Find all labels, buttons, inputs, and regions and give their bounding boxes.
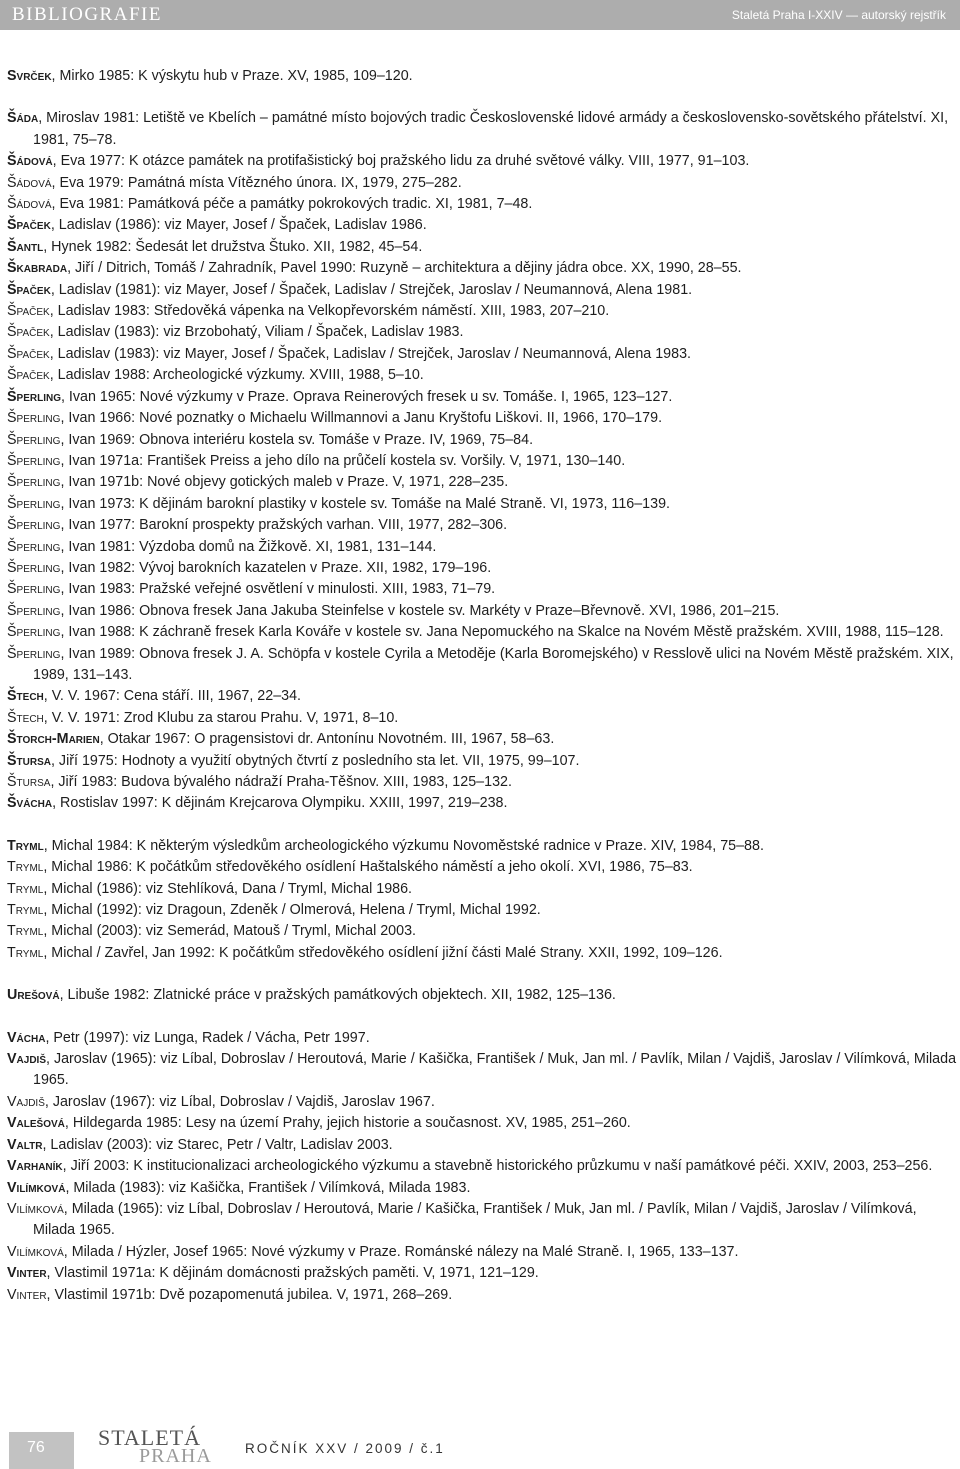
author-group	[7, 985, 960, 1006]
entry-text: , Ivan 1983: Pražské veřejné osvětlení v minulosti. XIII, 1983, 71–79.	[60, 581, 496, 598]
entry-text: , Jiří 1983: Budova bývalého nádraží Praha-Těšnov. XIII, 1983, 125–132.	[50, 774, 512, 790]
bibliography-entry	[7, 558, 960, 579]
entry-text: , Ivan 1989: Obnova fresek J. A. Schöpfa v kostele Cyrila a Metoděje (Karla Boromejského) v Resslově ulici na Novém Městě pražském. XIX, 1989, 131–143.	[33, 645, 954, 683]
bibliography-entry	[7, 301, 960, 322]
entry-author: Tryml	[7, 837, 44, 854]
entry-author: Štech	[7, 709, 44, 726]
entry-author: Švácha	[7, 795, 53, 812]
entry-author: Tryml	[7, 923, 44, 940]
bibliography-entry	[7, 751, 960, 772]
entry-author: Špaček	[7, 217, 51, 234]
bibliography-entry	[7, 921, 960, 942]
entry-author: Valešová	[7, 1115, 65, 1132]
entry-author: Šantl	[7, 238, 44, 255]
page-number: 76	[27, 1439, 45, 1456]
bibliography-entry	[7, 322, 960, 343]
section-label: BIBLIOGRAFIE	[12, 4, 162, 25]
bibliography-entry	[7, 772, 960, 793]
entry-author: Špaček	[7, 281, 51, 298]
entry-author: Vajdiš	[7, 1051, 46, 1068]
bibliography-entry	[7, 1156, 960, 1177]
entry-author: Šperling	[7, 452, 61, 469]
entry-author: Šperling	[7, 559, 61, 576]
entry-text: , Michal (2003): viz Semerád, Matouš / Tryml, Michal 2003.	[43, 923, 416, 940]
entry-author: Vinter	[7, 1286, 47, 1303]
entry-author: Šperling	[7, 410, 61, 427]
entry-text: , Ivan 1973: K dějinám barokní plastiky v kostele sv. Tomáše na Malé Straně. VI, 1973, 116–139.	[60, 495, 670, 512]
entry-author: Šperling	[7, 645, 61, 662]
entry-author: Špaček	[7, 324, 50, 341]
entry-author: Šperling	[7, 581, 61, 598]
bibliography-entry	[7, 644, 960, 687]
entry-text: , Ivan 1981: Výzdoba domů na Žižkově. XI, 1981, 131–144.	[60, 538, 437, 555]
entry-author: Škabrada	[7, 260, 68, 277]
entry-text: , Petr (1997): viz Lunga, Radek / Vácha, Petr 1997.	[45, 1029, 370, 1046]
author-group	[7, 836, 960, 964]
bibliography-entry	[7, 280, 960, 301]
entry-text: , Mirko 1985: K výskytu hub v Praze. XV, 1985, 109–120.	[51, 68, 413, 84]
entry-text: , Vlastimil 1971a: K dějinám domácnosti pražských paměti. V, 1971, 121–129.	[46, 1265, 539, 1282]
bibliography-entry	[7, 879, 960, 900]
entry-text: , Hynek 1982: Šedesát let družstva Štuko. XII, 1982, 45–54.	[43, 238, 423, 255]
entry-author: Šádová	[7, 196, 52, 213]
entry-author: Šáda	[7, 110, 39, 127]
entry-text: , Ladislav (1981): viz Mayer, Josef / Špaček, Ladislav / Strejček, Jaroslav / Neumannová, Alena 1981.	[50, 281, 693, 298]
bibliography-entry	[7, 537, 960, 558]
author-group	[7, 1028, 960, 1306]
entry-text: , Ivan 1971a: František Preiss a jeho dílo na průčelí kostela sv. Voršily. V, 1971, 130–140.	[60, 452, 626, 469]
entry-author: Šperling	[7, 495, 61, 512]
bibliography-entry	[7, 686, 960, 707]
entry-author: Štorch-Marien	[7, 731, 100, 748]
entry-author: Tryml	[7, 880, 44, 897]
entry-text: , Michal 1984: K některým výsledkům archeologického výzkumu Novoměstské radnice v Praze. XIV, 1984, 75–88.	[43, 837, 764, 854]
entry-text: , Ivan 1988: K záchraně fresek Karla Kováře v kostele sv. Jana Nepomuckého na Skalce na Novém Městě pražském. XVIII, 1988, 115–128.	[60, 624, 944, 641]
entry-text: , Michal / Zavřel, Jan 1992: K počátkům středověkého osídlení jižní části Malé Strany. XXII, 1992, 109–126.	[43, 944, 723, 961]
running-title: Staletá Praha I-XXIV — autorský rejstřík	[731, 8, 946, 22]
bibliography-entry	[7, 194, 960, 215]
entry-author: Vajdiš	[7, 1093, 45, 1110]
entry-text: , Ivan 1969: Obnova interiéru kostela sv. Tomáše v Praze. IV, 1969, 75–84.	[60, 431, 534, 448]
entry-text: , Ladislav (1983): viz Mayer, Josef / Špaček, Ladislav / Strejček, Jaroslav / Neumannová, Alena 1983.	[49, 345, 692, 362]
bibliography-entry	[7, 451, 960, 472]
bibliography-entry	[7, 365, 960, 386]
entry-text: , V. V. 1971: Zrod Klubu za starou Prahu. V, 1971, 8–10.	[43, 709, 399, 726]
bibliography-entry	[7, 515, 960, 536]
author-group	[7, 66, 960, 87]
entry-text: , Ivan 1982: Vývoj barokních kazatelen v Praze. XII, 1982, 179–196.	[60, 559, 492, 576]
entry-author: Štursa	[7, 774, 51, 790]
bibliography-entry	[7, 1178, 960, 1199]
author-group	[7, 108, 960, 814]
bibliography-entry	[7, 66, 960, 87]
entry-text: , Eva 1981: Památková péče a památky pokrokových tradic. XI, 1981, 7–48.	[51, 196, 533, 213]
bibliography-entry	[7, 344, 960, 365]
entry-text: , Rostislav 1997: K dějinám Krejcarova Olympiku. XXIII, 1997, 219–238.	[52, 795, 508, 812]
bibliography-entry	[7, 857, 960, 878]
entry-author: Šádová	[7, 153, 53, 170]
bibliography-entry	[7, 151, 960, 172]
entry-text: , Hildegarda 1985: Lesy na území Prahy, jejich historie a současnost. XV, 1985, 251–260.	[64, 1115, 631, 1132]
entry-text: , Jiří 2003: K institucionalizaci archeologického výzkumu a stavebně historického průzkumu v naší památkové péči. XXIV, 2003, 253–256.	[62, 1158, 933, 1175]
entry-text: , Miroslav 1981: Letiště ve Kbelích – památné místo bojových tradic Československé lidové armády a československo-sovětského přátelství. XI, 1981, 75–78.	[33, 110, 949, 148]
bibliography-entry	[7, 387, 960, 408]
entry-text: , Eva 1977: K otázce památek na protifašistický boj pražského lidu za druhé světové války. VIII, 1977, 91–103.	[52, 153, 750, 170]
entry-text: , Jaroslav (1965): viz Líbal, Dobroslav / Heroutová, Marie / Kašička, František / Muk, Jan ml. / Pavlík, Milan / Vajdiš, Jaroslav / Vilímková, Milada 1965.	[33, 1051, 957, 1089]
entry-text: , Libuše 1982: Zlatnické práce v pražských památkových objektech. XII, 1982, 125–136.	[59, 987, 616, 1004]
bibliography-entry	[7, 173, 960, 194]
entry-text: , Ivan 1966: Nové poznatky o Michaelu Willmannovi a Janu Kryštofu Liškovi. II, 1966, 170–179.	[60, 410, 663, 427]
entry-author: Vilímková	[7, 1200, 64, 1217]
entry-text: , Vlastimil 1971b: Dvě pozapomenutá jubilea. V, 1971, 268–269.	[46, 1286, 453, 1303]
entry-author: Vinter	[7, 1265, 47, 1282]
entry-author: Štech	[7, 688, 44, 705]
entry-text: , Jiří 1975: Hodnoty a využití obytných čtvrtí z posledního sta let. VII, 1975, 99–107.	[50, 752, 580, 769]
bibliography-entry	[7, 836, 960, 857]
entry-author: Urešová	[7, 987, 60, 1004]
entry-text: , Otakar 1967: O pragensistovi dr. Antonínu Novotném. III, 1967, 58–63.	[99, 731, 555, 748]
bibliography-entry	[7, 472, 960, 493]
bibliography-entry	[7, 1285, 960, 1306]
entry-text: , Jiří / Ditrich, Tomáš / Zahradník, Pavel 1990: Ruzyně – architektura a dějiny jádra obce. XX, 1990, 28–55.	[67, 260, 742, 277]
entry-text: , Ladislav (1983): viz Brzobohatý, Viliam / Špaček, Ladislav 1983.	[49, 324, 464, 341]
entry-text: , Ivan 1965: Nové výzkumy v Praze. Oprava Reinerových fresek u sv. Tomáše. I, 1965, 123–127.	[60, 388, 673, 405]
entry-text: , V. V. 1967: Cena stáří. III, 1967, 22–34.	[43, 688, 302, 705]
volume-info: ROČNÍK XXV / 2009 / č.1	[245, 1441, 445, 1456]
entry-text: , Ivan 1971b: Nové objevy gotických maleb v Praze. V, 1971, 228–235.	[60, 474, 509, 491]
entry-author: Špaček	[7, 303, 50, 320]
bibliography-entry	[7, 1135, 960, 1156]
entry-text: , Milada (1965): viz Líbal, Dobroslav / Heroutová, Marie / Kašička, František / Muk, Jan ml. / Pavlík, Milan / Vajdiš, Jaroslav / Vilímková, Milada 1965.	[33, 1200, 917, 1239]
bibliography-entry	[7, 943, 960, 964]
bibliography-entry	[7, 408, 960, 429]
entry-author: Vilímková	[7, 1243, 64, 1260]
entry-author: Vilímková	[7, 1179, 66, 1196]
bibliography-entry	[7, 900, 960, 921]
entry-text: , Eva 1979: Památná místa Vítězného února. IX, 1979, 275–282.	[51, 174, 462, 191]
entry-author: Špaček	[7, 367, 50, 384]
bibliography-entry	[7, 1113, 960, 1134]
bibliography-entry	[7, 1263, 960, 1284]
bibliography-entry	[7, 1199, 960, 1242]
bibliography-entry	[7, 215, 960, 236]
entry-text: , Jaroslav (1967): viz Líbal, Dobroslav / Vajdiš, Jaroslav 1967.	[44, 1093, 435, 1110]
entry-text: , Ladislav (1986): viz Mayer, Josef / Špaček, Ladislav 1986.	[50, 217, 427, 234]
entry-text: , Michal 1986: K počátkům středověkého osídlení Haštalského náměstí a jeho okolí. XVI, 1986, 75–83.	[43, 859, 693, 876]
entry-text: , Ladislav 1988: Archeologické výzkumy. XVIII, 1988, 5–10.	[49, 367, 424, 384]
entry-author: Šperling	[7, 624, 61, 641]
bibliography-entry	[7, 1242, 960, 1263]
bibliography-entry	[7, 1049, 960, 1092]
entry-author: Valtr	[7, 1136, 43, 1153]
bibliography-entry	[7, 258, 960, 279]
entry-author: Šperling	[7, 474, 61, 491]
entry-author: Tryml	[7, 859, 44, 876]
entry-text: , Ladislav (2003): viz Starec, Petr / Valtr, Ladislav 2003.	[42, 1136, 393, 1153]
entry-author: Šperling	[7, 388, 61, 405]
bibliography-entry	[7, 729, 960, 750]
entry-author: Šádová	[7, 174, 52, 191]
entry-text: , Milada / Hýzler, Josef 1965: Nové výzkumy v Praze. Románské nálezy na Malé Straně. I, 1965, 133–137.	[63, 1243, 739, 1260]
bibliography-entry	[7, 708, 960, 729]
bibliography-entry	[7, 793, 960, 814]
entry-author: Štursa	[7, 752, 51, 769]
journal-logo-line1: STALETÁ	[98, 1425, 202, 1450]
entry-author: Šperling	[7, 602, 61, 619]
bibliography-entry	[7, 494, 960, 515]
entry-text: , Michal (1992): viz Dragoun, Zdeněk / Olmerová, Helena / Tryml, Michal 1992.	[43, 902, 541, 919]
entry-text: , Ivan 1986: Obnova fresek Jana Jakuba Steinfelse v kostele sv. Markéty v Praze–Břevnově. XVI, 1986, 201–215.	[60, 602, 780, 619]
header-bar	[0, 0, 960, 30]
bibliography-entry	[7, 622, 960, 643]
bibliography-entry	[7, 430, 960, 451]
entry-author: Vácha	[7, 1029, 46, 1046]
bibliography-entry	[7, 601, 960, 622]
entry-author: Svrček	[7, 68, 52, 84]
entry-author: Šperling	[7, 431, 61, 448]
bibliography-entry	[7, 579, 960, 600]
bibliography-list	[7, 66, 960, 1327]
entry-text: , Ivan 1977: Barokní prospekty pražských varhan. VIII, 1977, 282–306.	[60, 517, 508, 534]
entry-text: , Milada (1983): viz Kašička, František / Vilímková, Milada 1983.	[65, 1179, 471, 1196]
bibliography-entry	[7, 237, 960, 258]
entry-text: , Michal (1986): viz Stehlíková, Dana / Tryml, Michal 1986.	[43, 880, 413, 897]
entry-author: Tryml	[7, 902, 44, 919]
entry-author: Šperling	[7, 517, 61, 534]
entry-author: Tryml	[7, 944, 44, 961]
entry-text: , Ladislav 1983: Středověká vápenka na Velkopřevorském náměstí. XIII, 1983, 207–210.	[49, 303, 610, 320]
bibliography-entry	[7, 1092, 960, 1113]
journal-logo-line2: PRAHA	[139, 1445, 212, 1467]
bibliography-entry	[7, 985, 960, 1006]
bibliography-entry	[7, 108, 960, 151]
entry-author: Šperling	[7, 538, 61, 555]
bibliography-entry	[7, 1028, 960, 1049]
entry-author: Špaček	[7, 345, 50, 362]
entry-author: Varhaník	[7, 1158, 63, 1175]
